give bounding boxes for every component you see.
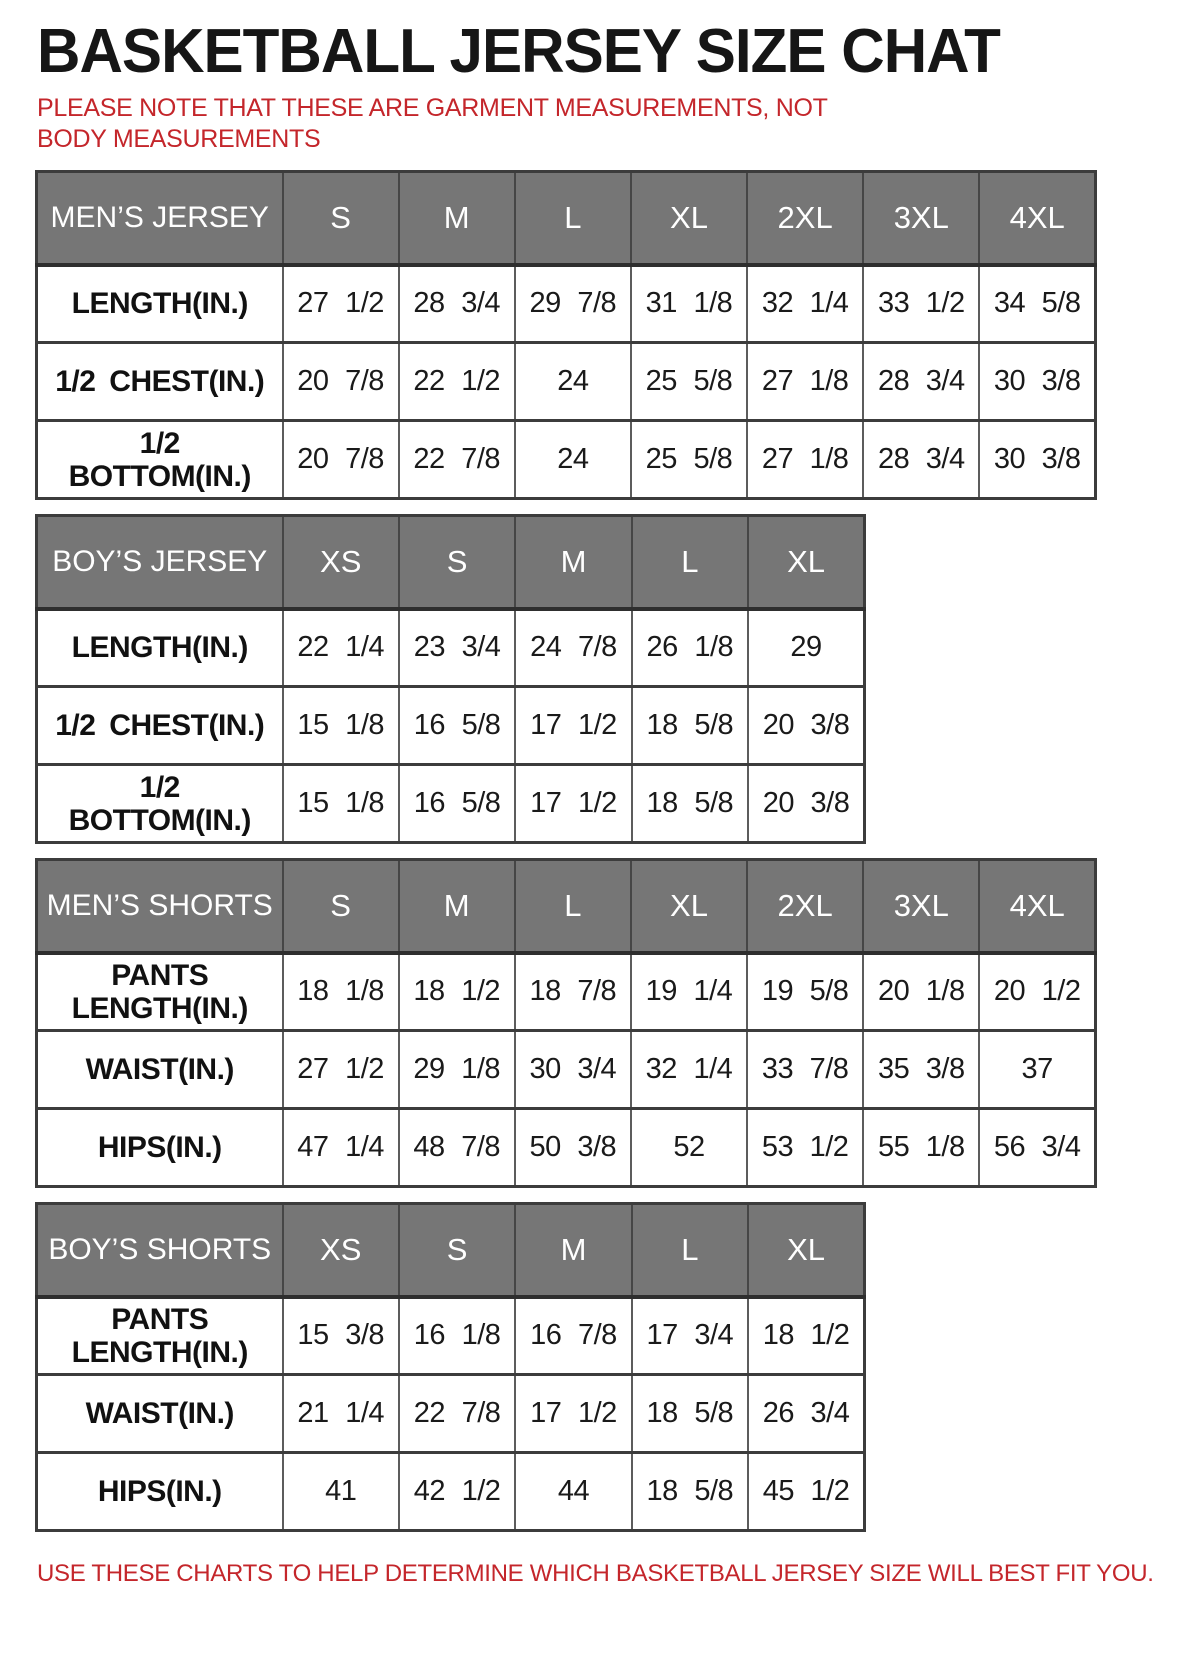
mens-shorts-header-row: [37, 860, 1096, 953]
value-cell: 20 3/8: [748, 687, 864, 765]
value-cell: 24: [515, 343, 631, 421]
value-cell: 33 1/2: [863, 265, 979, 343]
value-cell: 20 7/8: [283, 421, 399, 499]
value-cell: 29: [748, 609, 864, 687]
value-cell: 45 1/2: [748, 1453, 864, 1531]
boys-jersey-table: [35, 514, 866, 844]
table-row: [37, 1031, 1096, 1109]
value-cell: 44: [515, 1453, 631, 1531]
size-col-header: S: [283, 860, 399, 953]
row-label: PANTS LENGTH(IN.): [37, 1297, 283, 1375]
table-row: [37, 765, 865, 843]
value-cell: 22 1/2: [399, 343, 515, 421]
row-label: PANTS LENGTH(IN.): [37, 953, 283, 1031]
row-label: 1/2 BOTTOM(IN.): [37, 421, 283, 499]
value-cell: 18 5/8: [632, 1375, 748, 1453]
value-cell: 18 5/8: [632, 765, 748, 843]
value-cell: 28 3/4: [863, 343, 979, 421]
size-col-header: S: [399, 516, 515, 609]
row-label: HIPS(IN.): [37, 1453, 283, 1531]
value-cell: 53 1/2: [747, 1109, 863, 1187]
table-row: [37, 687, 865, 765]
value-cell: 37: [979, 1031, 1095, 1109]
value-cell: 24: [515, 421, 631, 499]
row-label: 1/2 CHEST(IN.): [37, 687, 283, 765]
mens-jersey-table: [35, 170, 1097, 500]
value-cell: 18 1/2: [748, 1297, 864, 1375]
value-cell: 52: [631, 1109, 747, 1187]
table-row: [37, 421, 1096, 499]
row-label: LENGTH(IN.): [37, 609, 283, 687]
value-cell: 27 1/2: [283, 1031, 399, 1109]
value-cell: 55 1/8: [863, 1109, 979, 1187]
boys-shorts-header-row: [37, 1204, 865, 1297]
value-cell: 56 3/4: [979, 1109, 1095, 1187]
value-cell: 30 3/8: [979, 421, 1095, 499]
table-row: [37, 609, 865, 687]
value-cell: 15 1/8: [283, 765, 399, 843]
value-cell: 18 5/8: [632, 687, 748, 765]
value-cell: 16 7/8: [515, 1297, 631, 1375]
value-cell: 50 3/8: [515, 1109, 631, 1187]
value-cell: 18 7/8: [515, 953, 631, 1031]
size-col-header: L: [632, 516, 748, 609]
size-col-header: M: [515, 1204, 631, 1297]
value-cell: 17 3/4: [632, 1297, 748, 1375]
boys-shorts-title: BOY’S SHORTS: [37, 1204, 283, 1297]
value-cell: 47 1/4: [283, 1109, 399, 1187]
size-col-header: XL: [748, 516, 864, 609]
value-cell: 22 7/8: [399, 421, 515, 499]
value-cell: 16 5/8: [399, 687, 515, 765]
size-col-header: M: [399, 172, 515, 265]
table-row: [37, 1297, 865, 1375]
value-cell: 15 3/8: [283, 1297, 399, 1375]
value-cell: 16 1/8: [399, 1297, 515, 1375]
value-cell: 26 3/4: [748, 1375, 864, 1453]
value-cell: 31 1/8: [631, 265, 747, 343]
value-cell: 27 1/8: [747, 421, 863, 499]
size-col-header: M: [515, 516, 631, 609]
table-row: [37, 1453, 865, 1531]
size-col-header: 4XL: [979, 860, 1095, 953]
value-cell: 17 1/2: [515, 1375, 631, 1453]
size-col-header: M: [399, 860, 515, 953]
size-col-header: L: [515, 860, 631, 953]
value-cell: 17 1/2: [515, 687, 631, 765]
mens-shorts-table: [35, 858, 1097, 1188]
page-title: BASKETBALL JERSEY SIZE CHAT: [37, 17, 1000, 86]
value-cell: 18 1/8: [283, 953, 399, 1031]
value-cell: 27 1/8: [747, 343, 863, 421]
value-cell: 26 1/8: [632, 609, 748, 687]
value-cell: 32 1/4: [631, 1031, 747, 1109]
boys-shorts-table: [35, 1202, 866, 1532]
value-cell: 19 1/4: [631, 953, 747, 1031]
table-row: [37, 343, 1096, 421]
table-row: [37, 1375, 865, 1453]
mens-jersey-header-row: [37, 172, 1096, 265]
size-col-header: 3XL: [863, 172, 979, 265]
value-cell: 35 3/8: [863, 1031, 979, 1109]
value-cell: 19 5/8: [747, 953, 863, 1031]
size-col-header: XL: [748, 1204, 864, 1297]
value-cell: 20 1/2: [979, 953, 1095, 1031]
boys-jersey-header-row: [37, 516, 865, 609]
value-cell: 34 5/8: [979, 265, 1095, 343]
row-label: LENGTH(IN.): [37, 265, 283, 343]
value-cell: 22 7/8: [399, 1375, 515, 1453]
value-cell: 22 1/4: [283, 609, 399, 687]
value-cell: 18 1/2: [399, 953, 515, 1031]
value-cell: 17 1/2: [515, 765, 631, 843]
value-cell: 28 3/4: [399, 265, 515, 343]
size-col-header: S: [399, 1204, 515, 1297]
boys-jersey-title: BOY’S JERSEY: [37, 516, 283, 609]
size-col-header: 3XL: [863, 860, 979, 953]
value-cell: 24 7/8: [515, 609, 631, 687]
value-cell: 33 7/8: [747, 1031, 863, 1109]
size-charts: [35, 170, 1165, 1532]
size-col-header: XL: [631, 860, 747, 953]
value-cell: 41: [283, 1453, 399, 1531]
value-cell: 48 7/8: [399, 1109, 515, 1187]
size-col-header: 2XL: [747, 172, 863, 265]
row-label: 1/2 BOTTOM(IN.): [37, 765, 283, 843]
row-label: WAIST(IN.): [37, 1031, 283, 1109]
size-col-header: 2XL: [747, 860, 863, 953]
size-col-header: XL: [631, 172, 747, 265]
value-cell: 21 1/4: [283, 1375, 399, 1453]
value-cell: 18 5/8: [632, 1453, 748, 1531]
mens-jersey-title: MEN’S JERSEY: [37, 172, 283, 265]
table-row: [37, 265, 1096, 343]
size-col-header: L: [515, 172, 631, 265]
row-label: WAIST(IN.): [37, 1375, 283, 1453]
table-row: [37, 1109, 1096, 1187]
table-row: [37, 953, 1096, 1031]
value-cell: 20 7/8: [283, 343, 399, 421]
value-cell: 25 5/8: [631, 343, 747, 421]
row-label: HIPS(IN.): [37, 1109, 283, 1187]
mens-shorts-title: MEN’S SHORTS: [37, 860, 283, 953]
value-cell: 23 3/4: [399, 609, 515, 687]
value-cell: 20 3/8: [748, 765, 864, 843]
value-cell: 30 3/8: [979, 343, 1095, 421]
garment-measurement-note: PLEASE NOTE THAT THESE ARE GARMENT MEASUREMENTS, NOT BODY MEASUREMENTS: [37, 94, 828, 153]
value-cell: 32 1/4: [747, 265, 863, 343]
size-col-header: L: [632, 1204, 748, 1297]
size-col-header: XS: [283, 516, 399, 609]
value-cell: 27 1/2: [283, 265, 399, 343]
value-cell: 30 3/4: [515, 1031, 631, 1109]
value-cell: 29 7/8: [515, 265, 631, 343]
best-fit-note: USE THESE CHARTS TO HELP DETERMINE WHICH BASKETBALL JERSEY SIZE WILL BEST FIT YOU.: [37, 1560, 1154, 1588]
value-cell: 29 1/8: [399, 1031, 515, 1109]
row-label: 1/2 CHEST(IN.): [37, 343, 283, 421]
value-cell: 28 3/4: [863, 421, 979, 499]
value-cell: 15 1/8: [283, 687, 399, 765]
size-col-header: XS: [283, 1204, 399, 1297]
size-col-header: S: [283, 172, 399, 265]
value-cell: 20 1/8: [863, 953, 979, 1031]
size-col-header: 4XL: [979, 172, 1095, 265]
value-cell: 16 5/8: [399, 765, 515, 843]
value-cell: 42 1/2: [399, 1453, 515, 1531]
value-cell: 25 5/8: [631, 421, 747, 499]
